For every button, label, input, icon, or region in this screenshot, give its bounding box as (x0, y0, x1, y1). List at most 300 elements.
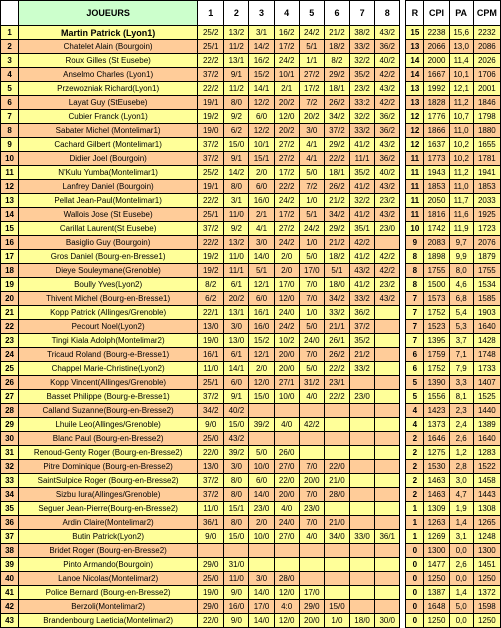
round-result: 11/0 (224, 208, 249, 222)
round-result: 15/1 (249, 152, 274, 166)
round-result: 35/2 (350, 334, 375, 348)
round-result (350, 404, 375, 418)
score-cpm: 1248 (473, 530, 500, 544)
round-result: 27/2 (274, 222, 299, 236)
round-result (375, 502, 400, 516)
score-r: 7 (406, 320, 424, 334)
round-result (375, 334, 400, 348)
round-result: 34/2 (198, 404, 224, 418)
score-r: 7 (406, 334, 424, 348)
round-result: 15/0 (324, 600, 349, 614)
score-cpm: 1853 (473, 180, 500, 194)
table-row (1, 96, 501, 110)
round-result: 37/2 (324, 124, 349, 138)
table-row (1, 502, 501, 516)
round-result: 20/0 (274, 362, 299, 376)
round-result: 19/0 (198, 586, 224, 600)
score-cpm: 1640 (473, 432, 500, 446)
score-cpi: 1530 (424, 460, 449, 474)
round-result: 25/1 (198, 40, 224, 54)
round-result: 15/0 (224, 418, 249, 432)
score-r: 14 (406, 68, 424, 82)
player-name: Sabater Michel (Montelimar1) (19, 124, 198, 138)
round-result: 29/2 (324, 68, 349, 82)
score-cpi: 1395 (424, 334, 449, 348)
round-result: 3/0 (224, 320, 249, 334)
round-result: 3/0 (299, 124, 324, 138)
score-cpm: 1308 (473, 502, 500, 516)
round-result: 15/0 (224, 530, 249, 544)
player-name: Lhuile Leo(Allinges/Grenoble) (19, 418, 198, 432)
row-number: 11 (1, 166, 19, 180)
score-pa: 11,2 (449, 96, 473, 110)
round-result: 4/0 (274, 502, 299, 516)
round-result: 32/2 (350, 110, 375, 124)
table-row (1, 292, 501, 306)
round-result (375, 544, 400, 558)
round-result: 15/2 (249, 68, 274, 82)
round-result: 14/2 (224, 166, 249, 180)
round-result: 43/2 (375, 26, 400, 40)
round-result (375, 432, 400, 446)
round-result: 3/0 (249, 572, 274, 586)
round-result: 24/0 (274, 306, 299, 320)
player-name: Brandenbourg Laeticia(Montelimar2) (19, 614, 198, 628)
round-result: 7/2 (299, 180, 324, 194)
round-result: 15/2 (249, 334, 274, 348)
score-r: 6 (406, 362, 424, 376)
score-pa: 4,7 (449, 488, 473, 502)
round-result: 18/1 (324, 82, 349, 96)
round-result (299, 572, 324, 586)
round-result: 37/2 (198, 152, 224, 166)
round-result: 1/0 (299, 236, 324, 250)
round-result: 2/0 (249, 516, 274, 530)
round-result: 39/2 (224, 446, 249, 460)
score-r: 12 (406, 110, 424, 124)
round-result: 9/0 (224, 614, 249, 628)
table-row (1, 516, 501, 530)
round-result: 35/1 (350, 222, 375, 236)
round-result: 26/1 (324, 334, 349, 348)
round-result: 25/0 (198, 572, 224, 586)
round-result: 40/2 (224, 404, 249, 418)
score-pa: 5,4 (449, 306, 473, 320)
table-row (1, 376, 501, 390)
round-result (274, 404, 299, 418)
score-pa: 8,1 (449, 390, 473, 404)
row-number: 39 (1, 558, 19, 572)
round-result (375, 306, 400, 320)
table-row (1, 404, 501, 418)
score-cpm: 1443 (473, 488, 500, 502)
round-result: 13/2 (224, 236, 249, 250)
round-result: 2/0 (274, 264, 299, 278)
round-result: 36/1 (375, 530, 400, 544)
round-result: 11/2 (224, 40, 249, 54)
round-result: 24/2 (274, 236, 299, 250)
round-result: 23/1 (324, 376, 349, 390)
round-result: 3/1 (249, 26, 274, 40)
round-result (299, 432, 324, 446)
row-number: 17 (1, 250, 19, 264)
table-row (1, 68, 501, 82)
round-result: 33/2 (350, 124, 375, 138)
row-number: 41 (1, 586, 19, 600)
score-pa: 6,8 (449, 292, 473, 306)
player-name: Tingi Kiala Adolph(Montelimar2) (19, 334, 198, 348)
table-row (1, 306, 501, 320)
score-r: 11 (406, 166, 424, 180)
round-result: 24/0 (274, 516, 299, 530)
round-result: 36/1 (198, 516, 224, 530)
table-row (1, 348, 501, 362)
round-result: 11/0 (224, 572, 249, 586)
round-result: 3/1 (224, 194, 249, 208)
round-result: 1/0 (299, 306, 324, 320)
round-result (249, 404, 274, 418)
score-r: 2 (406, 474, 424, 488)
score-cpi: 1250 (424, 614, 449, 628)
round-result: 21/0 (324, 516, 349, 530)
score-pa: 0,0 (449, 544, 473, 558)
round-result: 41/2 (350, 208, 375, 222)
score-pa: 2,4 (449, 418, 473, 432)
round-result: 9/1 (224, 68, 249, 82)
round-result: 5/0 (249, 446, 274, 460)
score-pa: 3,7 (449, 334, 473, 348)
round-result: 19/0 (198, 334, 224, 348)
table-row (1, 180, 501, 194)
score-r: 8 (406, 250, 424, 264)
round-result: 13/1 (224, 306, 249, 320)
row-number: 29 (1, 418, 19, 432)
round-result (324, 544, 349, 558)
player-name: Cachard Gilbert (Montelimar1) (19, 138, 198, 152)
round-result: 34/2 (324, 208, 349, 222)
player-name: Lanoe Nicolas(Montelimar2) (19, 572, 198, 586)
score-cpi: 1250 (424, 572, 449, 586)
table-row (1, 614, 501, 628)
round-result: 22/0 (198, 446, 224, 460)
round-result: 7/0 (299, 348, 324, 362)
round-result: 25/1 (198, 376, 224, 390)
round-result: 16/2 (274, 26, 299, 40)
player-name: Lanfrey Daniel (Bourgoin) (19, 180, 198, 194)
table-row (1, 26, 501, 40)
round-result (350, 544, 375, 558)
score-cpi: 2238 (424, 26, 449, 40)
score-cpm: 1655 (473, 138, 500, 152)
round-result (375, 516, 400, 530)
round-header: 3 (249, 1, 274, 26)
score-pa: 10,1 (449, 68, 473, 82)
row-number: 31 (1, 446, 19, 460)
round-result: 7/0 (299, 460, 324, 474)
round-result (375, 488, 400, 502)
score-r: 4 (406, 418, 424, 432)
round-result: 43/2 (375, 82, 400, 96)
score-cpi: 1637 (424, 138, 449, 152)
score-cpm: 1525 (473, 390, 500, 404)
player-name: Pinto Armando(Bourgoin) (19, 558, 198, 572)
round-result: 4/1 (299, 138, 324, 152)
round-result: 22/0 (324, 460, 349, 474)
round-result (274, 544, 299, 558)
round-result (375, 320, 400, 334)
row-number: 36 (1, 516, 19, 530)
score-pa: 3,3 (449, 376, 473, 390)
round-result (274, 432, 299, 446)
round-result (375, 558, 400, 572)
score-r: 7 (406, 292, 424, 306)
round-result: 17/0 (299, 586, 324, 600)
score-r: 15 (406, 26, 424, 40)
round-result (249, 544, 274, 558)
score-r: 2 (406, 460, 424, 474)
round-result: 29/0 (198, 600, 224, 614)
table-row (1, 418, 501, 432)
table-row (1, 600, 501, 614)
round-result: 14/1 (249, 82, 274, 96)
round-result (324, 502, 349, 516)
score-pa: 11,7 (449, 194, 473, 208)
round-result: 8/0 (224, 488, 249, 502)
round-result: 5/0 (299, 166, 324, 180)
table-row (1, 208, 501, 222)
round-result: 8/0 (224, 180, 249, 194)
row-number: 13 (1, 194, 19, 208)
round-result: 17/2 (299, 82, 324, 96)
player-name: SaintSulpice Roger (Bourg-en-Bresse2) (19, 474, 198, 488)
row-number: 18 (1, 264, 19, 278)
round-header: 1 (198, 1, 224, 26)
round-result: 4/0 (299, 390, 324, 404)
score-pa: 0,0 (449, 614, 473, 628)
round-result: 29/2 (324, 222, 349, 236)
round-result: 41/2 (350, 278, 375, 292)
round-result: 22/2 (324, 362, 349, 376)
round-result: 37/2 (350, 320, 375, 334)
round-result (375, 600, 400, 614)
round-result: 6/1 (224, 348, 249, 362)
row-number: 26 (1, 376, 19, 390)
row-number: 6 (1, 96, 19, 110)
round-header: 8 (375, 1, 400, 26)
round-result: 38/2 (350, 26, 375, 40)
score-cpi: 1752 (424, 306, 449, 320)
round-result: 43/2 (375, 138, 400, 152)
round-result: 20/2 (274, 124, 299, 138)
round-result: 12/0 (274, 586, 299, 600)
r-header: R (406, 1, 424, 26)
player-name: Butin Patrick(Lyon2) (19, 530, 198, 544)
score-cpi: 1387 (424, 586, 449, 600)
player-name: Anselmo Charles (Lyon1) (19, 68, 198, 82)
round-result: 19/1 (198, 96, 224, 110)
score-cpm: 1440 (473, 404, 500, 418)
score-cpi: 1816 (424, 208, 449, 222)
row-number: 23 (1, 334, 19, 348)
score-pa: 11,4 (449, 54, 473, 68)
score-cpm: 1748 (473, 348, 500, 362)
round-result: 14/0 (249, 586, 274, 600)
score-cpm: 1723 (473, 222, 500, 236)
score-cpm: 1458 (473, 474, 500, 488)
table-row (1, 194, 501, 208)
score-r: 10 (406, 222, 424, 236)
round-result: 25/2 (198, 26, 224, 40)
round-result: 21/1 (324, 320, 349, 334)
round-result: 42/2 (299, 418, 324, 432)
round-result: 13/0 (198, 320, 224, 334)
round-result: 37/2 (198, 222, 224, 236)
score-cpi: 1853 (424, 180, 449, 194)
round-result: 30/0 (375, 614, 400, 628)
score-cpi: 1648 (424, 600, 449, 614)
round-result: 19/0 (198, 124, 224, 138)
round-result: 12/2 (249, 96, 274, 110)
round-result: 29/2 (324, 138, 349, 152)
round-result (224, 544, 249, 558)
round-result: 20/0 (274, 348, 299, 362)
round-result (324, 432, 349, 446)
table-row (1, 110, 501, 124)
score-pa: 1,4 (449, 516, 473, 530)
round-result: 12/0 (249, 376, 274, 390)
score-r: 8 (406, 278, 424, 292)
table-row (1, 362, 501, 376)
player-name: Thivent Michel (Bourg-en-Bresse1) (19, 292, 198, 306)
player-name: Kopp Patrick (Allinges/Grenoble) (19, 306, 198, 320)
score-cpm: 1781 (473, 152, 500, 166)
score-r: 11 (406, 194, 424, 208)
round-result: 24/2 (299, 26, 324, 40)
round-result: 19/2 (198, 250, 224, 264)
score-cpm: 1250 (473, 614, 500, 628)
round-result: 7/2 (299, 96, 324, 110)
round-result: 8/2 (324, 54, 349, 68)
score-r: 5 (406, 376, 424, 390)
score-cpi: 1263 (424, 516, 449, 530)
score-pa: 4,6 (449, 278, 473, 292)
score-cpi: 1523 (424, 320, 449, 334)
score-cpm: 1428 (473, 334, 500, 348)
round-result: 12/1 (249, 278, 274, 292)
round-result (198, 544, 224, 558)
round-result: 5/1 (299, 208, 324, 222)
round-result: 1/1 (299, 54, 324, 68)
row-number: 5 (1, 82, 19, 96)
round-result: 21/2 (324, 194, 349, 208)
round-result: 18/2 (324, 250, 349, 264)
round-result: 22/0 (198, 614, 224, 628)
round-result: 34/2 (324, 292, 349, 306)
table-row (1, 264, 501, 278)
score-cpi: 1269 (424, 530, 449, 544)
table-row (1, 544, 501, 558)
row-number: 15 (1, 222, 19, 236)
score-pa: 7,9 (449, 362, 473, 376)
round-result: 35/2 (350, 166, 375, 180)
round-result: 1/0 (299, 194, 324, 208)
row-number: 42 (1, 600, 19, 614)
round-result: 41/2 (350, 250, 375, 264)
round-result (375, 446, 400, 460)
score-r: 0 (406, 600, 424, 614)
score-cpi: 1275 (424, 446, 449, 460)
round-result: 3/0 (249, 236, 274, 250)
score-pa: 12,1 (449, 82, 473, 96)
round-result: 24/0 (299, 334, 324, 348)
player-name: Chappel Marie-Christine(Lyon2) (19, 362, 198, 376)
round-result: 22/2 (198, 54, 224, 68)
row-number: 35 (1, 502, 19, 516)
row-number: 1 (1, 26, 19, 40)
round-result (350, 502, 375, 516)
round-result: 8/2 (198, 278, 224, 292)
score-cpm: 2026 (473, 54, 500, 68)
table-row (1, 124, 501, 138)
round-result: 26/2 (324, 348, 349, 362)
round-result: 33:2 (350, 96, 375, 110)
round-result: 15/0 (224, 138, 249, 152)
score-cpi: 1390 (424, 376, 449, 390)
round-result: 17/0 (249, 600, 274, 614)
score-cpm: 1585 (473, 292, 500, 306)
round-result: 13/2 (224, 26, 249, 40)
row-number: 12 (1, 180, 19, 194)
round-result: 9/2 (224, 110, 249, 124)
row-number: 16 (1, 236, 19, 250)
round-result: 6/1 (224, 278, 249, 292)
round-result: 16/1 (198, 348, 224, 362)
round-result: 31/2 (299, 376, 324, 390)
round-result: 34/2 (324, 110, 349, 124)
table-row (1, 278, 501, 292)
round-result: 16/1 (249, 306, 274, 320)
round-result: 13/1 (224, 54, 249, 68)
round-result: 24/2 (299, 222, 324, 236)
score-cpm: 2033 (473, 194, 500, 208)
round-result: 17/2 (274, 208, 299, 222)
round-result: 3/0 (224, 460, 249, 474)
player-name: Pecourt Noel(Lyon2) (19, 320, 198, 334)
round-result (274, 558, 299, 572)
round-result: 16/2 (249, 54, 274, 68)
round-result (375, 390, 400, 404)
round-result (375, 572, 400, 586)
round-result: 21/2 (350, 348, 375, 362)
player-name: Martin Patrick (Lyon1) (19, 26, 198, 40)
round-result: 23/2 (350, 82, 375, 96)
row-number: 10 (1, 152, 19, 166)
round-result: 24/2 (274, 194, 299, 208)
round-result: 6/2 (198, 292, 224, 306)
round-result: 17/2 (274, 166, 299, 180)
round-result (350, 418, 375, 432)
score-cpm: 1798 (473, 110, 500, 124)
round-result: 14/1 (224, 362, 249, 376)
row-number: 43 (1, 614, 19, 628)
round-result: 23/0 (299, 502, 324, 516)
player-name: Berzoli(Montelimar2) (19, 600, 198, 614)
score-cpm: 2232 (473, 26, 500, 40)
pa-header: PA (449, 1, 473, 26)
row-number: 19 (1, 278, 19, 292)
score-cpm: 1941 (473, 166, 500, 180)
round-header: 5 (299, 1, 324, 26)
